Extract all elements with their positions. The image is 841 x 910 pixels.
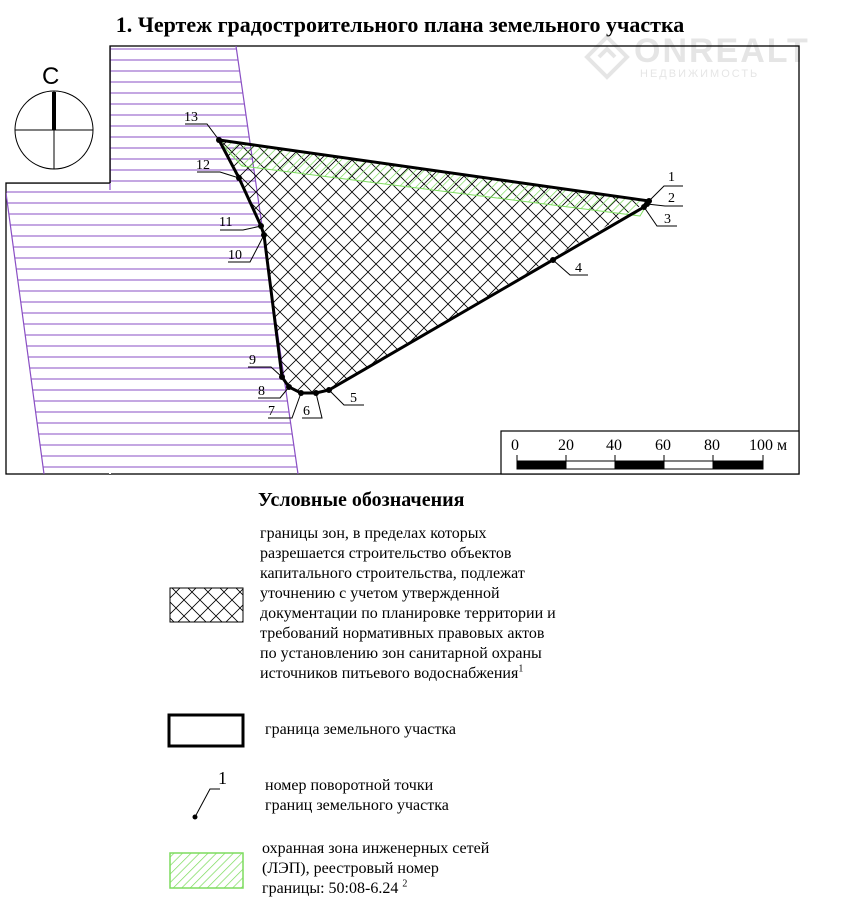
- legend-build-zone-text: [260, 524, 556, 684]
- point-label-2: 2: [668, 191, 675, 206]
- legend-build-zone-line: границы зон, в пределах которых: [260, 525, 487, 542]
- scale-bar: [501, 431, 799, 474]
- scale-tick-0: 0: [511, 437, 519, 454]
- legend-build-zone-line: [260, 664, 556, 684]
- watermark-brand: ONREALT: [634, 32, 810, 70]
- legend-boundary-text: граница земельного участка: [265, 721, 456, 738]
- point-label-10: 10: [228, 248, 242, 263]
- legend-protection-zone-line: [262, 879, 489, 899]
- legend-turn-point-icon: [193, 789, 221, 820]
- legend-build-zone-line: капитального строительства, подлежат: [260, 565, 525, 582]
- legend-protection-zone-line: охранная зона инженерных сетей: [262, 840, 490, 857]
- legend-build-zone-line: требований нормативных правовых актов: [260, 625, 545, 642]
- point-label-11: 11: [219, 215, 233, 230]
- scale-tick-60: 60: [655, 437, 671, 454]
- legend-turn-point-line: номер поворотной точки: [265, 777, 434, 794]
- point-label-6: 6: [303, 404, 310, 419]
- page-title: 1. Чертеж градостроительного плана земельного участка: [115, 12, 685, 37]
- legend-build-zone-last-line: источников питьевого водоснабжения: [260, 665, 519, 682]
- point-label-13: 13: [184, 110, 198, 125]
- scale-tick-20: 20: [558, 437, 574, 454]
- watermark-subtitle: НЕДВИЖИМОСТЬ: [640, 68, 760, 80]
- footnote-2-marker: 2: [402, 878, 408, 890]
- legend-build-zone-line: уточнению с учетом утвержденной: [260, 585, 500, 602]
- legend-turn-point-sample-number: 1: [218, 768, 227, 788]
- legend-turn-point-line: границ земельного участка: [265, 797, 449, 814]
- scale-tick-40: 40: [606, 437, 622, 454]
- legend-turn-point-text: [265, 776, 449, 816]
- point-label-1: 1: [668, 170, 675, 185]
- legend-protection-zone-last-line: границы: 50:08-6.24: [262, 880, 399, 897]
- legend-protection-zone-swatch: [170, 853, 243, 888]
- legend-build-zone-swatch: [170, 588, 243, 622]
- scale-tick-80: 80: [704, 437, 720, 454]
- legend-build-zone-line: документации по планировке территории и: [260, 605, 556, 622]
- point-label-9: 9: [249, 353, 256, 368]
- legend-build-zone-line: разрешается строительство объектов: [260, 545, 512, 562]
- legend-protection-zone-text: [262, 839, 489, 899]
- legend-protection-zone-line: (ЛЭП), реестровый номер: [262, 860, 439, 877]
- north-compass-icon: [15, 91, 93, 169]
- scale-tick-100: 100 м: [749, 437, 788, 454]
- point-label-4: 4: [575, 261, 582, 276]
- compass-north-label: С: [42, 63, 60, 90]
- legend-boundary-swatch: [169, 715, 243, 746]
- point-label-5: 5: [350, 391, 357, 406]
- legend-title: Условные обозначения: [258, 489, 465, 511]
- point-label-3: 3: [664, 212, 671, 227]
- legend-build-zone-line: по установлению зон санитарной охраны: [260, 645, 542, 662]
- point-label-12: 12: [196, 158, 210, 173]
- footnote-1-marker: 1: [518, 663, 524, 675]
- point-label-7: 7: [268, 404, 275, 419]
- point-label-8: 8: [258, 384, 265, 399]
